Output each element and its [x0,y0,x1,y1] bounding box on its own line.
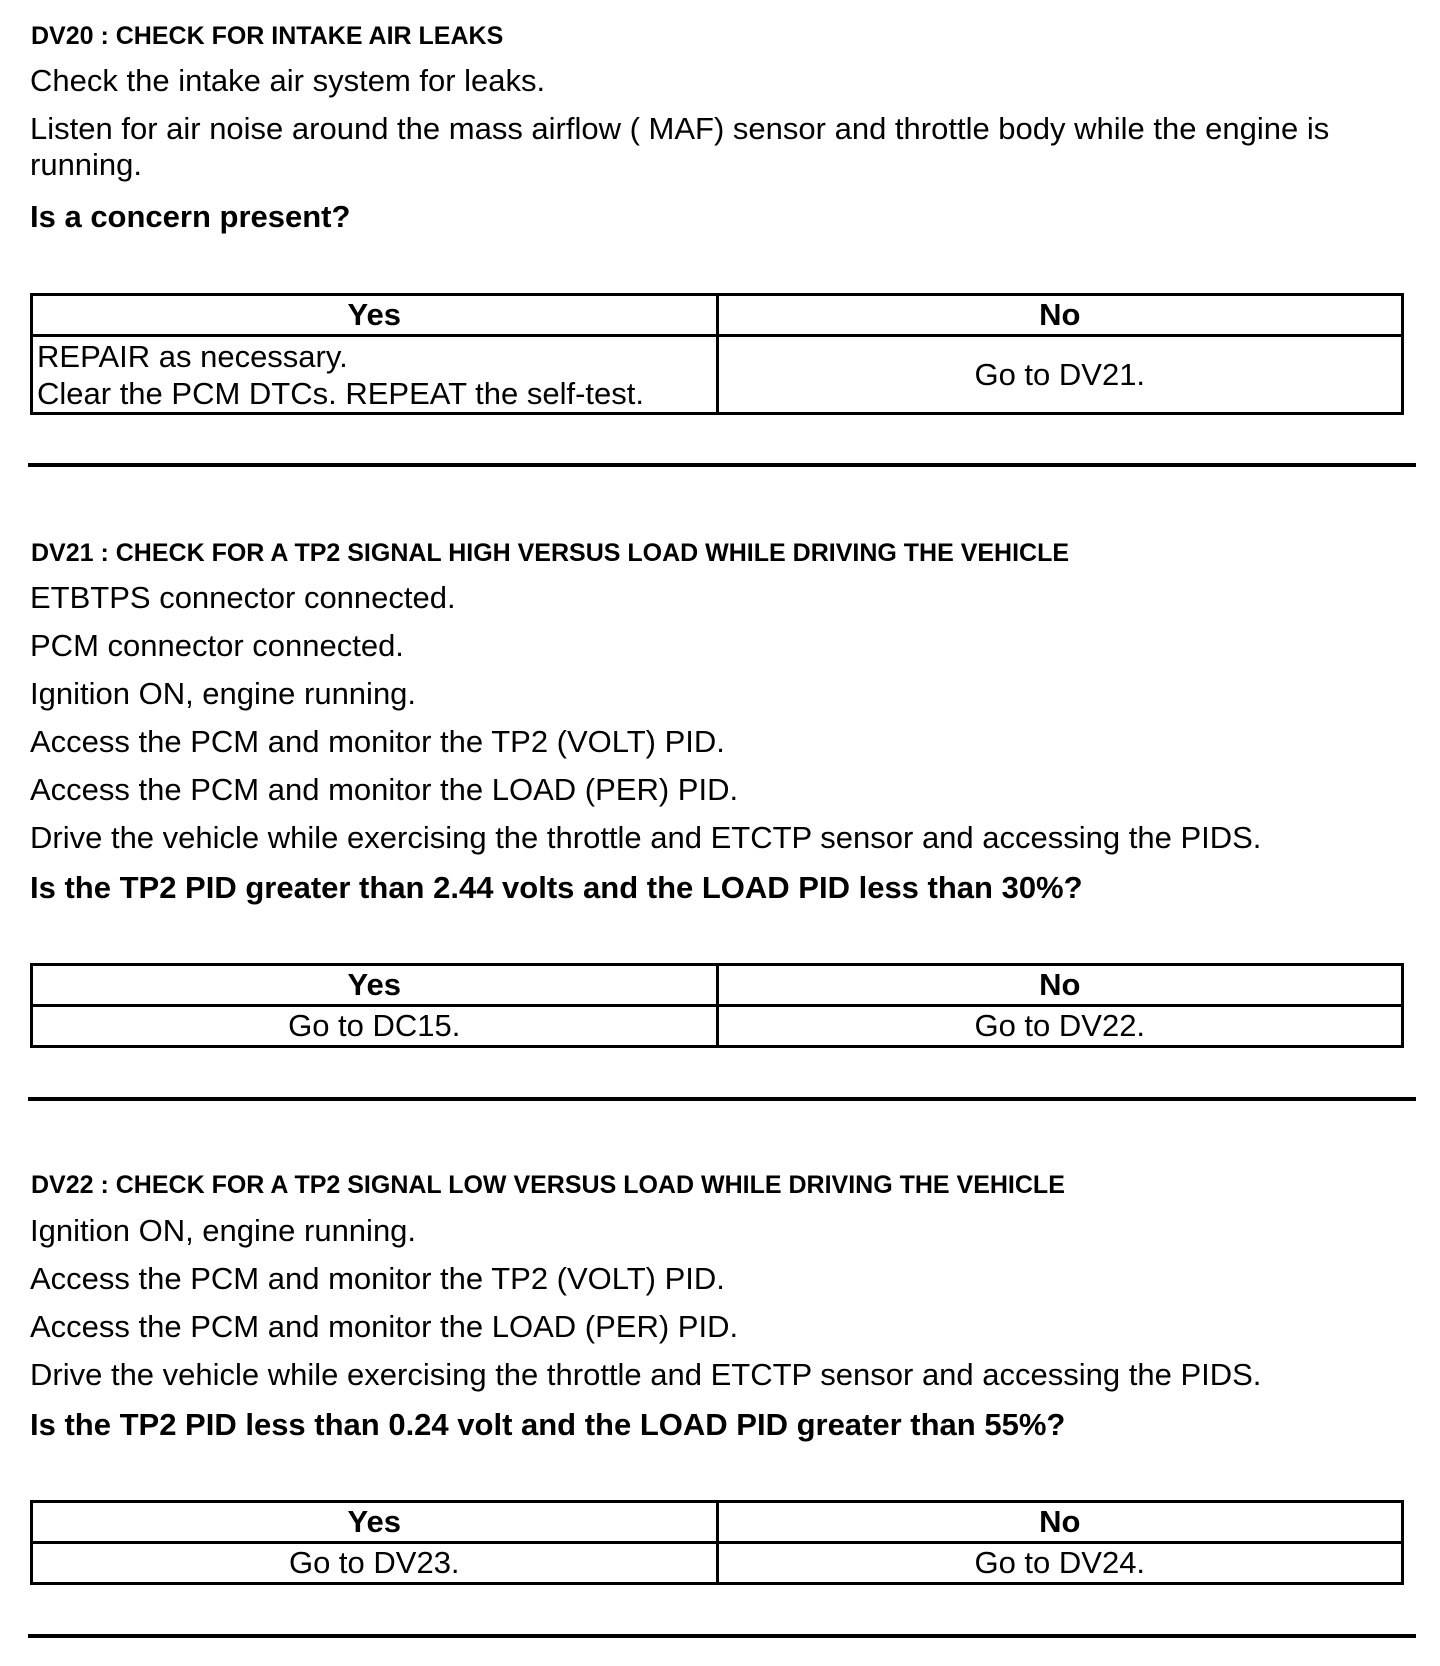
dv22-no-header: No [717,1502,1403,1543]
dv20-no-cell: Go to DV21. [717,336,1403,414]
section-divider [28,463,1416,467]
dv22-line-4: Drive the vehicle while exercising the throttle and ETCTP sensor and accessing the PIDS. [30,1357,1262,1392]
dv20-yes-header: Yes [32,295,718,336]
dv21-no-cell: Go to DV22. [717,1006,1403,1047]
dv22-line-3: Access the PCM and monitor the LOAD (PER) PID. [30,1309,739,1344]
dv22-line-2: Access the PCM and monitor the TP2 (VOLT) PID. [30,1261,725,1296]
dv20-heading: DV20 : CHECK FOR INTAKE AIR LEAKS [31,22,504,50]
dv21-heading: DV21 : CHECK FOR A TP2 SIGNAL HIGH VERSUS LOAD WHILE DRIVING THE VEHICLE [31,539,1070,567]
dv21-question: Is the TP2 PID greater than 2.44 volts and the LOAD PID less than 30%? [30,870,1083,905]
dv22-heading: DV22 : CHECK FOR A TP2 SIGNAL LOW VERSUS LOAD WHILE DRIVING THE VEHICLE [31,1171,1065,1199]
dv22-yes-header: Yes [32,1502,718,1543]
dv21-line-4: Access the PCM and monitor the TP2 (VOLT) PID. [30,724,725,759]
dv20-no-header: No [717,295,1403,336]
dv21-yes-cell: Go to DC15. [32,1006,718,1047]
dv21-line-2: PCM connector connected. [30,628,404,663]
dv21-line-3: Ignition ON, engine running. [30,676,417,711]
dv21-line-6: Drive the vehicle while exercising the throttle and ETCTP sensor and accessing the PIDS. [30,820,1262,855]
dv21-line-1: ETBTPS connector connected. [30,580,456,615]
dv20-line-2: Listen for air noise around the mass airflow ( MAF) sensor and throttle body while the engine is running. [30,111,1330,182]
dv21-line-5: Access the PCM and monitor the LOAD (PER) PID. [30,772,739,807]
dv20-yes-cell [32,336,718,414]
dv22-yes-cell: Go to DV23. [32,1543,718,1584]
dv22-decision-table [30,1500,1404,1585]
dv20-yes-line-1: REPAIR as necessary. [37,338,348,374]
dv22-question: Is the TP2 PID less than 0.24 volt and the LOAD PID greater than 55%? [30,1407,1066,1442]
dv20-question: Is a concern present? [30,199,351,234]
dv20-line-1: Check the intake air system for leaks. [30,63,546,98]
dv21-yes-header: Yes [32,965,718,1006]
dv21-no-header: No [717,965,1403,1006]
dv20-yes-line-2: Clear the PCM DTCs. REPEAT the self-test. [37,375,644,411]
dv20-decision-table [30,293,1404,415]
dv21-decision-table [30,963,1404,1048]
section-divider [28,1097,1416,1101]
section-divider [28,1634,1416,1638]
dv22-line-1: Ignition ON, engine running. [30,1213,417,1248]
dv22-no-cell: Go to DV24. [717,1543,1403,1584]
